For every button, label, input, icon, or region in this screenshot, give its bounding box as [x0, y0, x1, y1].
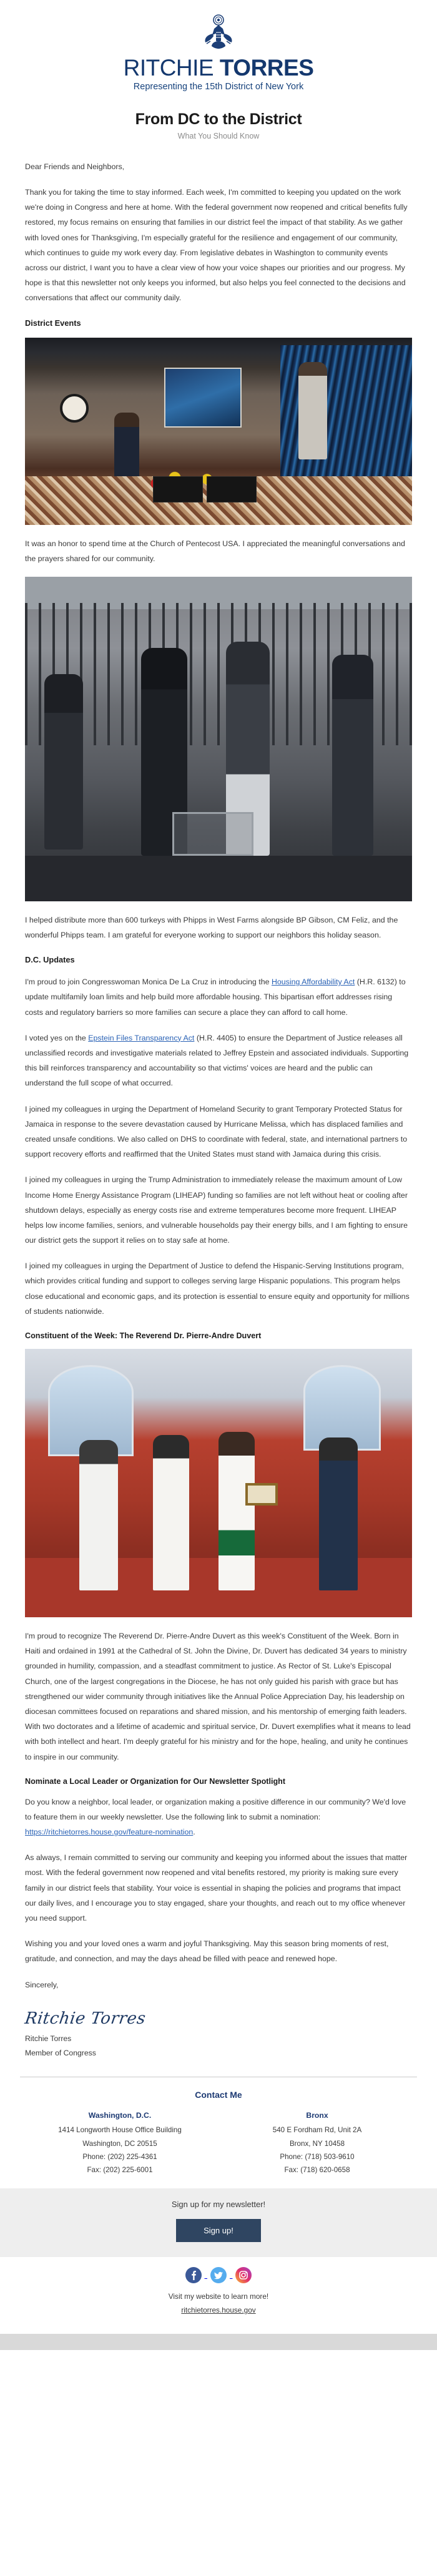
website-link[interactable]: ritchietorres.house.gov	[181, 2306, 256, 2315]
closing-paragraph-1: As always, I remain committed to serving our community and keeping you informed about the issues that matter most. With the federal government now reopened and vital benefits restored, my priority is making sure every family in our district feels that stability. Your voice is essential in shaping the policies and programs that impact our daily lives, and I encourage you to stay engaged, share your thoughts, and reach out to my office whenever you need support.	[25, 1853, 408, 1923]
constituent-body: I'm proud to recognize The Reverend Dr. Pierre-Andre Duvert as this week's Constituent of the Week. Born in Haiti and ordained in 1991 at the Cathedral of St. John the Divine, Dr. Duvert has dedicated 34 years to ministry grounded in humility, compassion, and a steadfast commitment to justice. As Rector of St. Luke's Episcopal Church, one of the largest congregations in the Diocese, he has not only guided his parish with grace but has strengthened our wider community through initiatives like the Annual Police Appreciation Day, his leadership on diocesan committees focused on reparations and shared mission, and his mentorship of emerging faith leaders. With two doctorates and a lifetime of academic and spiritual service, Dr. Duvert exemplifies what it means to lead with both intellect and heart. I'm deeply grateful for his ministry and for the hope, healing, and unity he continues to inspire in our community.	[25, 1632, 411, 1761]
visit-text: Visit my website to learn more!	[168, 2291, 269, 2301]
us-congress-seal-icon	[199, 14, 238, 52]
masthead	[0, 0, 437, 97]
nominate-post: .	[193, 1828, 195, 1837]
rep-last-name: TORRES	[219, 55, 314, 81]
update-housing	[25, 974, 412, 1020]
district-photo-2	[25, 577, 412, 901]
feature-nomination-link[interactable]: https://ritchietorres.house.gov/feature-nomination	[25, 1828, 194, 1837]
dc-updates-heading: D.C. Updates	[25, 955, 75, 965]
constituent-of-the-week-heading: Constituent of the Week: The Reverend Dr. Pierre-Andre Duvert	[25, 1331, 262, 1341]
signature-role: Member of Congress	[25, 2048, 96, 2057]
office-phone: Phone: (202) 225-4361	[82, 2153, 157, 2161]
signup-button[interactable]: Sign up!	[176, 2219, 261, 2242]
facebook-icon	[185, 2267, 202, 2283]
rep-subtitle: Representing the 15th District of New York	[133, 81, 304, 92]
epstein-post: (H.R. 4405) to ensure the Department of Justice releases all unclassified records and investigative materials related to Jeffrey Epstein and associated individuals. Supporting this bill reinforces transparency and accountability so that victims' voices are heard and the public can understand the full scope of what occurred.	[25, 1033, 409, 1088]
closing-paragraph-2: Wishing you and your loved ones a warm and joyful Thanksgiving. May this season bring moments of rest, gratitude, and connection, and may the days ahead be filled with peace and renewed hope.	[25, 1939, 389, 1964]
office-washington	[21, 2111, 219, 2177]
nominate-body	[25, 1795, 412, 1840]
update-hsi: I joined my colleagues in urging the Department of Justice to defend the Hispanic-Serving Institutions program, which provides critical funding and support to colleges serving large Hispanic populations. This program helps close educational and economic gaps, and its protection is essential to ensure equity and opportunity for millions of students nationwide.	[25, 1261, 410, 1316]
letter-body	[0, 142, 437, 1992]
visit-website	[0, 2290, 437, 2334]
update-jamaica: I joined my colleagues in urging the Department of Homeland Security to grant Temporary Protected Status for Jamaica in response to the severe devastation caused by Hurricane Melissa, which has displaced families and created unsafe conditions. We also called on DHS to coordinate with federal, state, and international partners to support recovery efforts and reaffirmed that the United States must stand with Jamaica during this crisis.	[25, 1104, 408, 1159]
sincerely: Sincerely,	[25, 1980, 59, 1989]
twitter-icon	[210, 2267, 227, 2283]
signature-block	[0, 2003, 437, 2060]
office-address-line1: 540 E Fordham Rd, Unit 2A	[272, 2126, 362, 2135]
caption-church: It was an honor to spend time at the Church of Pentecost USA. I appreciated the meaningful conversations and the prayers shared for our community.	[25, 539, 405, 563]
housing-post: (H.R. 6132) to update multifamily loan limits and help build more affordable housing. This bipartisan effort addresses rising costs and regulatory barriers so more families can secure a place they can afford to call home.	[25, 977, 406, 1017]
newsletter-title: From DC to the District	[135, 110, 302, 128]
instagram-link[interactable]	[232, 2270, 255, 2280]
office-name: Washington, D.C.	[88, 2111, 152, 2120]
rep-first-name: RITCHIE	[123, 55, 214, 81]
contact-heading: Contact Me	[195, 2090, 242, 2100]
signup-prompt: Sign up for my newsletter!	[171, 2199, 266, 2209]
office-phone: Phone: (718) 503-9610	[280, 2153, 355, 2161]
signature-name: Ritchie Torres	[25, 2034, 72, 2043]
office-list	[0, 2111, 437, 2188]
salutation: Dear Friends and Neighbors,	[25, 162, 125, 171]
office-address-line1: 1414 Longworth House Office Building	[58, 2126, 182, 2135]
epstein-files-transparency-act-link[interactable]: Epstein Files Transparency Act	[88, 1033, 195, 1042]
church-of-pentecost-photo	[25, 338, 412, 525]
office-fax: Fax: (718) 620-0658	[284, 2166, 350, 2175]
update-epstein	[25, 1031, 412, 1091]
newsletter-signup-band	[0, 2188, 437, 2257]
office-address-line2: Bronx, NY 10458	[289, 2139, 345, 2148]
newsletter-subtitle: What You Should Know	[177, 131, 260, 140]
caption-turkeys: I helped distribute more than 600 turkeys with Phipps in West Farms alongside BP Gibson, CM Feliz, and the wonderful Phipps team. I am grateful for everyone working to support our neighbors this holiday season.	[25, 915, 398, 940]
office-fax: Fax: (202) 225-6001	[87, 2166, 153, 2175]
title-block	[0, 97, 437, 142]
district-events-heading: District Events	[25, 318, 81, 328]
housing-pre: I'm proud to join Congresswoman Monica De La Cruz in introducing the	[25, 977, 272, 987]
epstein-pre: I voted yes on the	[25, 1033, 89, 1042]
office-bronx	[219, 2111, 416, 2177]
reverend-duvert-photo	[25, 1349, 412, 1617]
social-links	[0, 2257, 437, 2290]
twitter-link[interactable]	[207, 2270, 232, 2280]
update-liheap: I joined my colleagues in urging the Trump Administration to immediately release the maximum amount of Low Income Home Energy Assistance Program (LIHEAP) funding so families are not left without heat or cooling after shutdown delays, especially as energy costs rise and extreme temperatures become more frequent. LIHEAP helps low income families, seniors, and vulnerable households pay their energy bills, and I am fighting to ensure our district gets the support it relies on to stay safe at home.	[25, 1175, 408, 1245]
housing-affordability-act-link[interactable]: Housing Affordability Act	[271, 977, 355, 987]
nominate-pre: Do you know a neighbor, local leader, or organization making a positive difference in our community? We'd love to feature them in our weekly newsletter. Use the following link to submit a nomination:	[25, 1797, 406, 1821]
office-address-line2: Washington, DC 20515	[82, 2139, 157, 2148]
office-name: Bronx	[306, 2111, 328, 2120]
instagram-icon	[235, 2267, 252, 2283]
signature-image: Ritchie Torres	[23, 2009, 147, 2028]
intro-paragraph: Thank you for taking the time to stay informed. Each week, I'm committed to keeping you updated on the work we're doing in Congress and here at home. With the federal government now reopened and critical benefits fully restored, my focus remains on ensuring that families in our district feel the impact of that stability. As we gather with loved ones for Thanksgiving, I'm especially grateful for the resilience and engagement of our community, which continues to guide my work every day. From legislative debates in Washington to community events across our district, I want you to have a clear view of how your voice shapes our priorities and our progress. My hope is that this newsletter not only keeps you informed, but also helps you feel connected to the decisions and conversations that affect our community daily.	[25, 188, 408, 303]
facebook-link[interactable]	[182, 2270, 207, 2280]
district-photo-1	[25, 338, 412, 525]
bottom-band	[0, 2334, 437, 2350]
turkey-distribution-photo	[25, 577, 412, 901]
nominate-heading: Nominate a Local Leader or Organization for Our Newsletter Spotlight	[25, 1776, 286, 1786]
constituent-photo	[25, 1349, 412, 1617]
rep-name	[0, 56, 437, 81]
